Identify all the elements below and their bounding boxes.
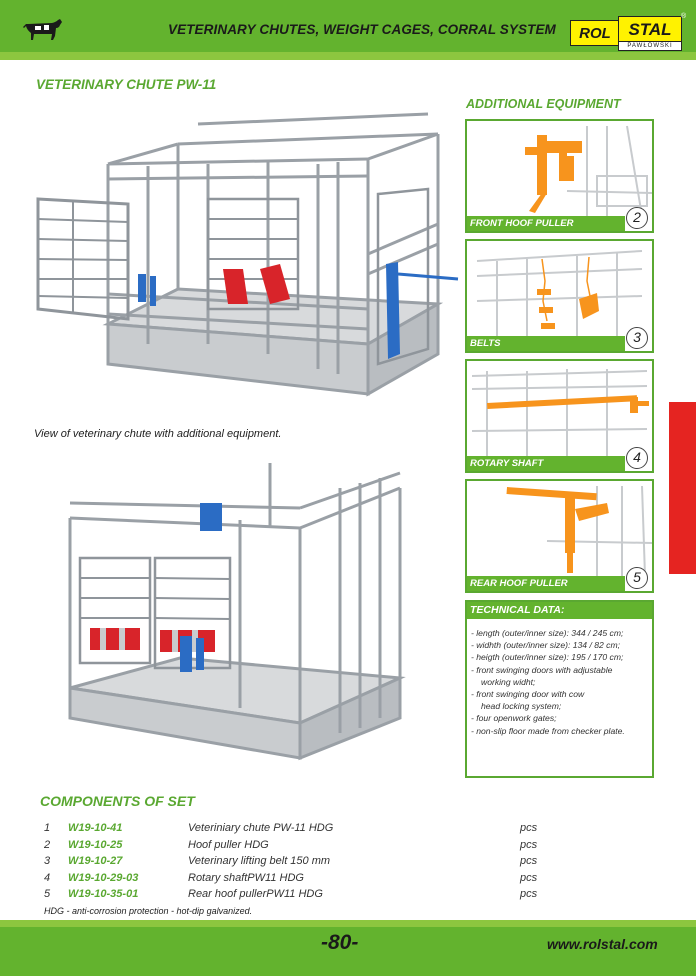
equipment-label: FRONT HOOF PULLER bbox=[467, 216, 625, 231]
chute-image-rear bbox=[60, 448, 430, 778]
chapter-tab bbox=[669, 402, 696, 574]
tech-item: - widhth (outer/inner size): 134 / 82 cm; bbox=[471, 640, 621, 651]
component-index: 5 bbox=[44, 888, 51, 900]
equipment-label: REAR HOOF PULLER bbox=[467, 576, 625, 591]
tech-item: - heigth (outer/inner size): 195 / 170 cm; bbox=[471, 652, 624, 663]
component-row bbox=[42, 872, 562, 889]
tech-item: - four openwork gates; bbox=[471, 713, 557, 724]
component-code: W19-10-35-01 bbox=[68, 888, 139, 900]
component-unit: pcs bbox=[520, 838, 538, 851]
component-name: Veterinary lifting belt 150 mm bbox=[188, 855, 331, 867]
logo-rol: ROL bbox=[570, 20, 620, 46]
component-name: Rear hoof pullerPW11 HDG bbox=[188, 888, 323, 900]
technical-data-title: TECHNICAL DATA: bbox=[467, 602, 652, 619]
component-index: 3 bbox=[44, 855, 51, 867]
tech-item: head locking system; bbox=[481, 701, 562, 712]
footer-accent-stripe bbox=[0, 920, 696, 927]
equipment-card-rear-hoof-puller bbox=[465, 479, 654, 593]
equipment-label: BELTS bbox=[467, 336, 625, 351]
website-link[interactable]: www.rolstal.com bbox=[547, 936, 658, 952]
technical-data-box bbox=[465, 600, 654, 778]
component-name: Rotary shaftPW11 HDG bbox=[188, 871, 304, 884]
equipment-number-badge: 4 bbox=[626, 447, 648, 469]
logo-stal: STAL bbox=[618, 16, 682, 42]
equipment-label: ROTARY SHAFT bbox=[467, 456, 625, 471]
header-title: VETERINARY CHUTES, WEIGHT CAGES, CORRAL SYSTEM bbox=[168, 22, 556, 37]
equipment-card-rotary-shaft bbox=[465, 359, 654, 473]
hdg-footnote: HDG - anti-corrosion protection - hot-dip galvanized. bbox=[44, 906, 253, 916]
equipment-number-badge: 5 bbox=[626, 567, 648, 589]
equipment-card-belts bbox=[465, 239, 654, 353]
rolstal-logo bbox=[570, 14, 686, 54]
component-index: 1 bbox=[44, 822, 51, 834]
component-row bbox=[42, 822, 562, 839]
equipment-number-badge: 2 bbox=[626, 207, 648, 229]
component-unit: pcs bbox=[520, 888, 538, 900]
tech-item: - front swinging door with cow bbox=[471, 689, 585, 700]
tech-item: - non-slip floor made from checker plate. bbox=[471, 725, 625, 736]
product-title: VETERINARY CHUTE PW-11 bbox=[36, 77, 217, 92]
logo-registered-mark: ® bbox=[681, 13, 687, 20]
component-row bbox=[42, 839, 562, 856]
component-code: W19-10-25 bbox=[68, 838, 123, 851]
page-number: -80- bbox=[321, 931, 359, 954]
component-code: W19-10-29-03 bbox=[68, 871, 139, 884]
image-caption: View of veterinary chute with additional equipment. bbox=[34, 428, 282, 440]
logo-subtitle: PAWŁOWSKI bbox=[618, 42, 682, 51]
components-table bbox=[42, 822, 562, 905]
tech-item: working widht; bbox=[481, 676, 536, 687]
component-row bbox=[42, 888, 562, 905]
component-code: W19-10-27 bbox=[68, 855, 123, 867]
technical-data-list bbox=[467, 619, 652, 737]
front-hoof-puller-image bbox=[467, 121, 652, 231]
equipment-number-badge: 3 bbox=[626, 327, 648, 349]
component-unit: pcs bbox=[520, 855, 538, 867]
component-index: 4 bbox=[44, 871, 51, 884]
components-title: COMPONENTS OF SET bbox=[40, 793, 195, 809]
tech-item: - front swinging doors with adjustable bbox=[471, 664, 613, 675]
component-name: Veteriniary chute PW-11 HDG bbox=[188, 822, 334, 834]
cow-icon bbox=[22, 16, 64, 44]
component-code: W19-10-41 bbox=[68, 822, 123, 834]
component-name: Hoof puller HDG bbox=[188, 838, 269, 851]
rear-hoof-puller-image bbox=[467, 481, 652, 591]
component-unit: pcs bbox=[520, 822, 538, 834]
component-index: 2 bbox=[44, 838, 51, 851]
component-row bbox=[42, 855, 562, 872]
additional-equipment-title: ADDITIONAL EQUIPMENT bbox=[466, 97, 621, 111]
component-unit: pcs bbox=[520, 871, 538, 884]
rotary-shaft-image bbox=[467, 361, 652, 471]
tech-item: - length (outer/inner size): 344 / 245 cm; bbox=[471, 628, 624, 638]
chute-image-front bbox=[28, 104, 468, 412]
equipment-card-front-hoof-puller bbox=[465, 119, 654, 233]
belts-image bbox=[467, 241, 652, 351]
